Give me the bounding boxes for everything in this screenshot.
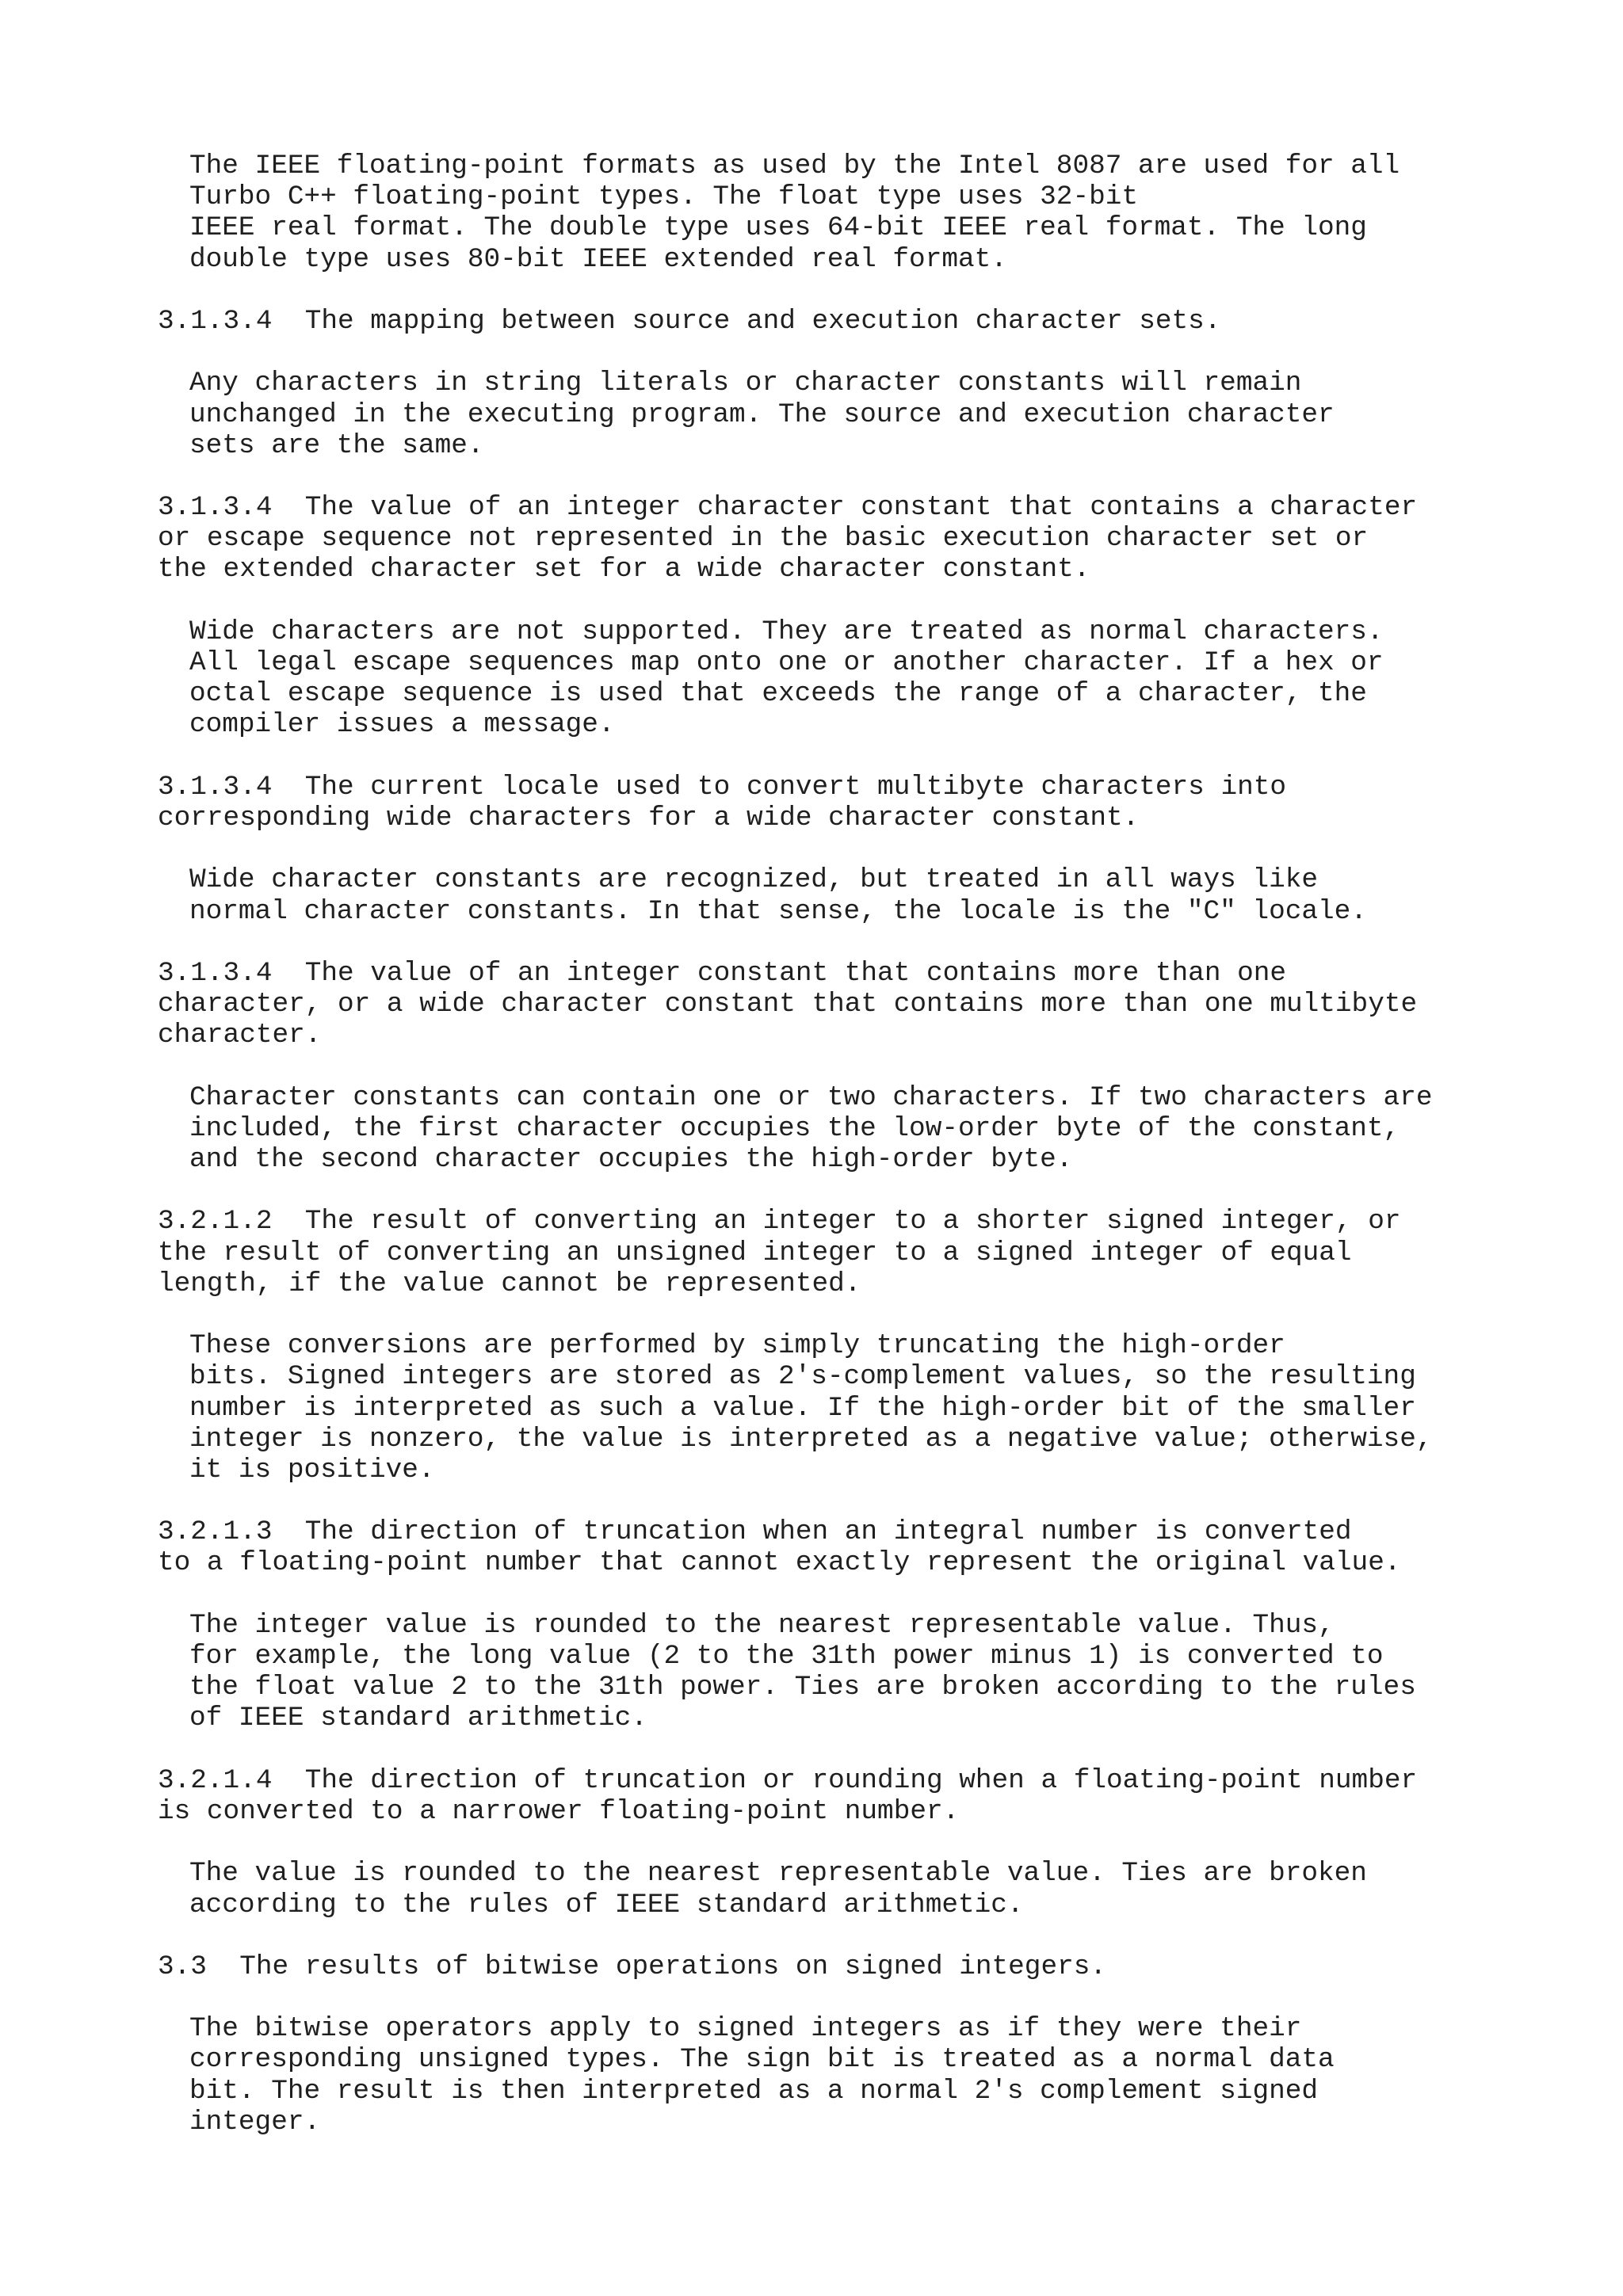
paragraph-line: of IEEE standard arithmetic. xyxy=(189,1703,647,1734)
section-heading xyxy=(158,1951,1600,1982)
paragraph-spacer xyxy=(158,1579,1600,1610)
paragraph-spacer xyxy=(158,1734,1600,1765)
heading-line: 3.1.3.4 The value of an integer character constant that contains a character xyxy=(158,492,1418,524)
paragraph-spacer xyxy=(158,275,1600,306)
paragraph-spacer xyxy=(158,833,1600,864)
section-heading xyxy=(158,492,1600,585)
paragraph-spacer xyxy=(158,741,1600,772)
heading-line: 3.2.1.3 The direction of truncation when an integral number is converted xyxy=(158,1516,1352,1548)
paragraph-line: and the second character occupies the high-order byte. xyxy=(189,1144,1073,1175)
paragraph-line: These conversions are performed by simply truncating the high-order xyxy=(189,1330,1285,1362)
paragraph-line: according to the rules of IEEE standard arithmetic. xyxy=(189,1889,1024,1920)
heading-line: corresponding wide characters for a wide character constant. xyxy=(158,802,1140,833)
paragraph-line: Character constants can contain one or two characters. If two characters are xyxy=(189,1081,1433,1113)
paragraph-spacer xyxy=(158,1827,1600,1858)
paragraph-spacer xyxy=(158,1982,1600,2013)
paragraph-spacer xyxy=(158,1486,1600,1516)
section-paragraph xyxy=(158,1082,1600,1176)
document-body xyxy=(158,151,1600,2138)
heading-line: character. xyxy=(158,1020,322,1051)
heading-line: length, if the value cannot be represented. xyxy=(158,1268,861,1299)
paragraph-line: The bitwise operators apply to signed integers as if they were their xyxy=(189,2013,1302,2045)
paragraph-spacer xyxy=(158,1175,1600,1206)
paragraph-spacer xyxy=(158,927,1600,958)
paragraph-spacer xyxy=(158,461,1600,492)
paragraph-line: normal character constants. In that sense, the locale is the "C" locale. xyxy=(189,895,1367,927)
paragraph-line: double type uses 80-bit IEEE extended real format. xyxy=(189,243,1007,275)
paragraph-line: bits. Signed integers are stored as 2's-complement values, so the resulting xyxy=(189,1361,1416,1393)
section-paragraph xyxy=(158,2013,1600,2138)
paragraph-line: number is interpreted as such a value. If the high-order bit of the smaller xyxy=(189,1392,1416,1424)
section-heading xyxy=(158,1765,1600,1827)
section-heading xyxy=(158,772,1600,833)
paragraph-line: Turbo C++ floating-point types. The float type uses 32-bit xyxy=(189,181,1138,213)
section-paragraph xyxy=(158,368,1600,461)
heading-line: is converted to a narrower floating-point number. xyxy=(158,1795,960,1827)
paragraph-spacer xyxy=(158,337,1600,368)
paragraph-line: integer. xyxy=(189,2106,321,2138)
paragraph-spacer xyxy=(158,1299,1600,1330)
section-heading xyxy=(158,1516,1600,1578)
heading-line: 3.2.1.4 The direction of truncation or rounding when a floating-point number xyxy=(158,1764,1418,1796)
heading-line: 3.1.3.4 The value of an integer constant that contains more than one xyxy=(158,957,1287,989)
paragraph-line: unchanged in the executing program. The source and execution character xyxy=(189,399,1335,430)
paragraph-line: bit. The result is then interpreted as a normal 2's complement signed xyxy=(189,2075,1319,2107)
paragraph-line: corresponding unsigned types. The sign bit is treated as a normal data xyxy=(189,2044,1335,2076)
paragraph-line: Wide character constants are recognized, but treated in all ways like xyxy=(189,864,1319,896)
paragraph-spacer xyxy=(158,585,1600,616)
paragraph-spacer xyxy=(158,1051,1600,1081)
section-paragraph xyxy=(158,864,1600,926)
heading-line: 3.1.3.4 The mapping between source and execution character sets. xyxy=(158,305,1221,337)
heading-line: 3.1.3.4 The current locale used to convert multibyte characters into xyxy=(158,771,1287,803)
paragraph-line: for example, the long value (2 to the 31th power minus 1) is converted to xyxy=(189,1641,1384,1672)
paragraph-line: Any characters in string literals or character constants will remain xyxy=(189,368,1302,399)
heading-line: character, or a wide character constant that contains more than one multibyte xyxy=(158,989,1418,1020)
paragraph-line: The value is rounded to the nearest representable value. Ties are broken xyxy=(189,1858,1367,1890)
paragraph-line: integer is nonzero, the value is interpreted as a negative value; otherwise, xyxy=(189,1423,1433,1455)
section-paragraph xyxy=(158,1610,1600,1734)
paragraph-spacer xyxy=(158,1920,1600,1951)
heading-line: the extended character set for a wide character constant. xyxy=(158,554,1090,585)
heading-line: 3.2.1.2 The result of converting an integer to a shorter signed integer, or xyxy=(158,1206,1401,1238)
section-paragraph xyxy=(158,1330,1600,1486)
section-paragraph xyxy=(158,616,1600,741)
heading-line: 3.3 The results of bitwise operations on signed integers. xyxy=(158,1951,1106,1982)
paragraph-line: The IEEE floating-point formats as used by the Intel 8087 are used for all xyxy=(189,151,1400,181)
paragraph-line: included, the first character occupies the low-order byte of the constant, xyxy=(189,1112,1400,1144)
heading-line: the result of converting an unsigned integer to a signed integer of equal xyxy=(158,1237,1352,1268)
section-heading xyxy=(158,958,1600,1051)
paragraph-line: The integer value is rounded to the nearest representable value. Thus, xyxy=(189,1609,1335,1641)
paragraph-line: Wide characters are not supported. They are treated as normal characters. xyxy=(189,616,1384,647)
heading-line: to a floating-point number that cannot exactly represent the original value. xyxy=(158,1547,1401,1579)
section-heading xyxy=(158,1206,1600,1299)
section-paragraph xyxy=(158,1858,1600,1920)
paragraph-line: octal escape sequence is used that exceeds the range of a character, the xyxy=(189,678,1367,710)
section-heading xyxy=(158,306,1600,337)
paragraph-line: sets are the same. xyxy=(189,429,484,461)
paragraph-line: the float value 2 to the 31th power. Ties are broken according to the rules xyxy=(189,1672,1416,1703)
paragraph-line: All legal escape sequences map onto one or another character. If a hex or xyxy=(189,647,1384,678)
paragraph-line: IEEE real format. The double type uses 64-bit IEEE real format. The long xyxy=(189,212,1367,244)
paragraph-line: compiler issues a message. xyxy=(189,709,615,741)
section-paragraph xyxy=(158,151,1600,275)
paragraph-line: it is positive. xyxy=(189,1454,435,1486)
heading-line: or escape sequence not represented in the basic execution character set or xyxy=(158,523,1369,555)
